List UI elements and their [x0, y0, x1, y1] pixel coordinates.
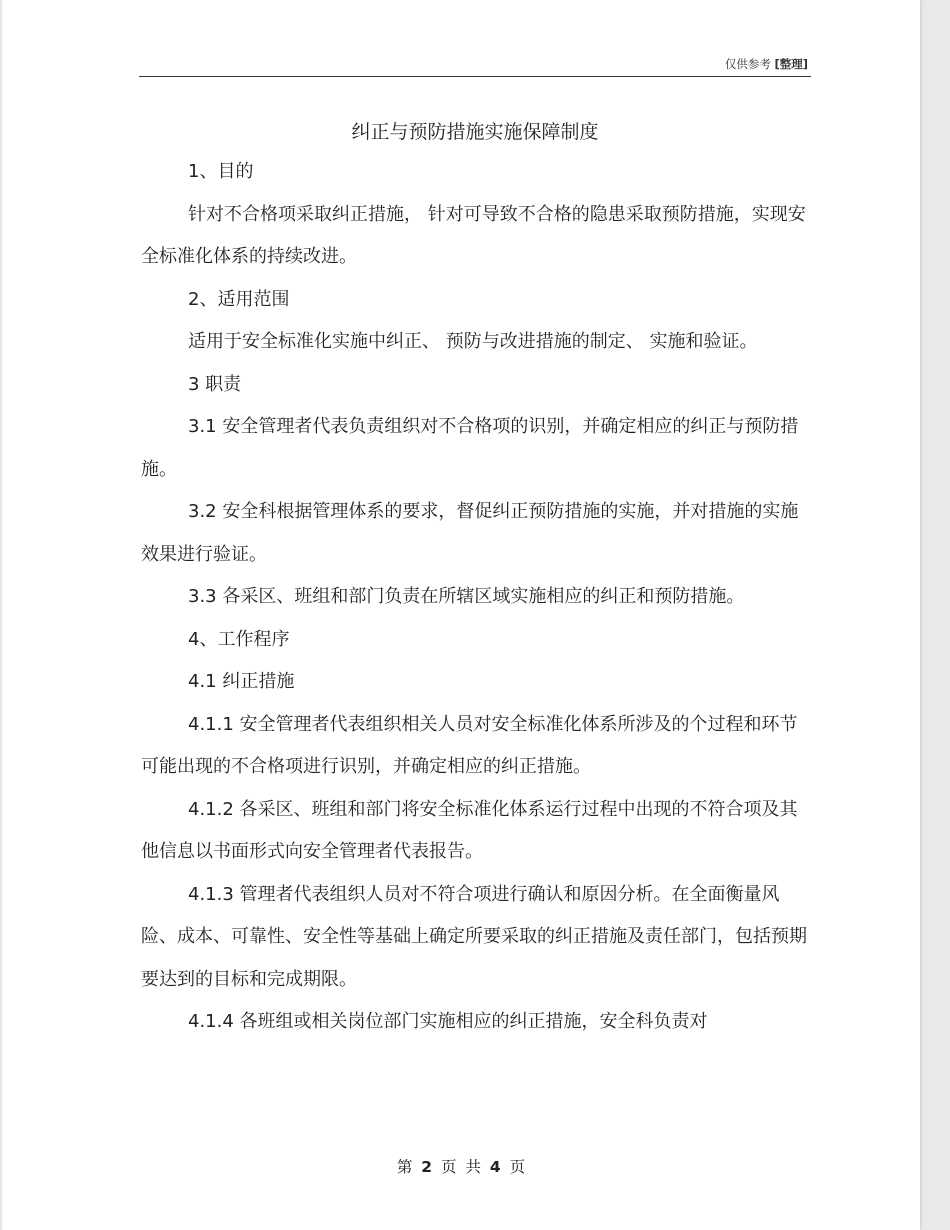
page-footer	[2, 1155, 920, 1177]
header-note	[725, 56, 808, 72]
footer-prefix: 第	[396, 1158, 413, 1176]
section-heading: 1、目的	[188, 161, 254, 182]
paragraph: 4.1.1 安全管理者代表组织相关人员对安全标准化体系所涉及的个过程和环节可能出现的不合格项进行识别，并确定相应的纠正措施。	[141, 713, 798, 777]
section-heading: 4、工作程序	[188, 628, 290, 650]
paragraph: 3.2 安全科根据管理体系的要求，督促纠正预防措施的实施，并对措施的实施效果进行验证。	[141, 501, 799, 565]
section-heading: 2、适用范围	[188, 288, 290, 310]
document-page	[2, 0, 920, 1230]
section-heading: 3 职责	[188, 373, 242, 395]
paragraph: 针对不合格项采取纠正措施， 针对可导致不合格的隐患采取预防措施，实现安全标准化体系的持续改进。	[141, 203, 806, 267]
subsection-heading: 4.1 纠正措施	[188, 671, 295, 692]
footer-total-pages: 4	[489, 1158, 501, 1176]
paragraph: 4.1.3 管理者代表组织人员对不符合项进行确认和原因分析。在全面衡量风险、成本、可靠性、安全性等基础上确定所要采取的纠正措施及责任部门，包括预期要达到的目标和完成期限。	[141, 883, 807, 990]
document-body	[141, 151, 813, 1044]
paragraph: 3.3 各采区、班组和部门负责在所辖区域实施相应的纠正和预防措施。	[188, 586, 745, 607]
paragraph: 3.1 安全管理者代表负责组织对不合格项的识别，并确定相应的纠正与预防措施。	[141, 416, 799, 480]
footer-suffix: 页	[509, 1158, 526, 1176]
document-title: 纠正与预防措施实施保障制度	[351, 121, 599, 143]
header-rule	[139, 76, 811, 77]
footer-middle: 页 共	[441, 1158, 481, 1176]
paragraph: 适用于安全标准化实施中纠正、 预防与改进措施的制定、 实施和验证。	[188, 331, 758, 352]
paragraph: 4.1.4 各班组或相关岗位部门实施相应的纠正措施，安全科负责对	[188, 1011, 708, 1032]
header-note-tag: [整理]	[774, 57, 808, 71]
header-note-text: 仅供参考	[724, 57, 771, 71]
footer-page-number: 2	[421, 1158, 433, 1176]
paragraph: 4.1.2 各采区、班组和部门将安全标准化体系运行过程中出现的不符合项及其他信息以书面形式向安全管理者代表报告。	[141, 798, 798, 862]
